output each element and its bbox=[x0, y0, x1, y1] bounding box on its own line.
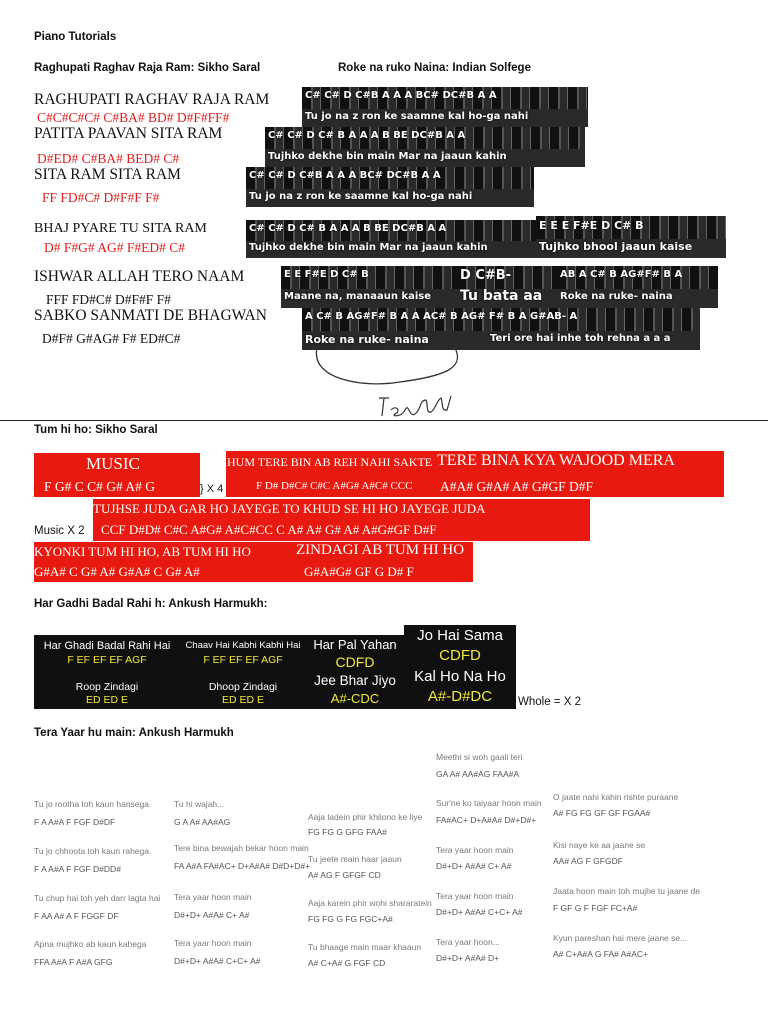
tum-hi-ho-line-2-lyric: TERE BINA KYA WAJOOD MERA bbox=[437, 452, 675, 469]
roke-frame-3-lyric: Tu jo na z ron ke saamne kal ho-ga nahi bbox=[249, 191, 473, 202]
tera-yaar-c2-l1-lyric: Tu hi wajah... bbox=[174, 799, 225, 809]
tera-yaar-c3-l1-lyric: Aaja ladein phir khilono ke liye bbox=[308, 812, 423, 822]
roke-frame-1 bbox=[302, 87, 588, 127]
tum-hi-ho-line-1 bbox=[226, 451, 436, 497]
tera-yaar-c5-l2-lyric: Kisi naye ke aa jaane se bbox=[553, 840, 646, 850]
raghupati-heading: Raghupati Raghav Raja Ram: Sikho Saral bbox=[34, 62, 261, 74]
tera-yaar-c2-l3-lyric: Tera yaar hoon main bbox=[174, 892, 252, 902]
raghupati-lyric-5: ISHWAR ALLAH TERO NAAM bbox=[34, 268, 245, 285]
tera-yaar-c4-l3-lyric: Tera yaar hoon main bbox=[436, 845, 514, 855]
roke-frame-1-notes: C# C# D C#B A A A BC# DC#B A A bbox=[305, 90, 497, 101]
tera-yaar-c5-l1-lyric: O jaate nahi kahin rishte puraane bbox=[553, 792, 679, 802]
tum-hi-ho-line-1-lyric: HUM TERE BIN AB REH NAHI SAKTE bbox=[227, 455, 433, 469]
tera-yaar-c1-l2-notes: F A A#A F FGF D#DD# bbox=[34, 864, 121, 874]
tera-yaar-c1-l1-lyric: Tu jo rootha toh kaun hansega bbox=[34, 799, 149, 809]
roke-frame-8-notes: AB A C# B AG#F# B A bbox=[560, 269, 683, 280]
roke-frame-9-lyric-left: Roke na ruke- naina bbox=[305, 333, 429, 346]
har-gadhi-card-1 bbox=[34, 635, 180, 709]
raghupati-notes-5: FFF FD#C# D#F#F F# bbox=[46, 292, 171, 307]
tera-yaar-c1-l3-lyric: Tu chup hai toh yeh darr lagta hai bbox=[34, 893, 161, 903]
tum-hi-ho-line-4-notes: G#A# C G# A# G#A# C G# A# bbox=[34, 564, 200, 579]
repeat-bracket-icon bbox=[305, 340, 475, 420]
roke-heading: Roke na ruko Naina: Indian Solfege bbox=[338, 62, 531, 74]
roke-frame-4-lyric: Tujhko dekhe bin main Mar na jaaun kahin bbox=[249, 242, 488, 253]
tera-yaar-c4-l4-lyric: Tera yaar hoon main bbox=[436, 891, 514, 901]
raghupati-notes-6: D#F# G#AG# F# ED#C# bbox=[42, 331, 181, 346]
tera-yaar-c3-l3-notes: FG FG G FG FGC+A# bbox=[308, 914, 393, 924]
tum-hi-ho-music-x2: Music X 2 bbox=[34, 525, 85, 537]
tum-hi-ho-line-4 bbox=[34, 542, 296, 582]
har-gadhi-whole-label: Whole = X 2 bbox=[518, 696, 581, 708]
tera-yaar-c5-l3-notes: F GF G F FGF FC+A# bbox=[553, 903, 638, 913]
tum-hi-ho-times-label: } X 4 bbox=[200, 483, 224, 495]
roke-frame-4 bbox=[246, 220, 536, 258]
tera-yaar-c3-l2-notes: A# AG F GFGF CD bbox=[308, 870, 381, 880]
har-gadhi-card-4-sub-notes: A#-D#DC bbox=[427, 688, 493, 705]
roke-frame-5-lyric: Tujhko bhool jaaun kaise bbox=[539, 240, 693, 253]
tum-hi-ho-line-3 bbox=[93, 499, 590, 541]
raghupati-lyric-1: RAGHUPATI RAGHAV RAJA RAM bbox=[34, 91, 270, 108]
tera-yaar-c1-l2-lyric: Tu jo chhoota toh kaun rahega bbox=[34, 846, 149, 856]
har-gadhi-card-4-title: Jo Hai Sama bbox=[417, 627, 503, 644]
tum-hi-ho-line-2-notes: A#A# G#A# A# G#GF D#F bbox=[440, 479, 594, 494]
tera-yaar-c5-l1-notes: A# FG FG GF GF FGAA# bbox=[553, 808, 651, 818]
tera-yaar-c2-l4-notes: D#+D+ A#A# C+C+ A# bbox=[174, 956, 261, 966]
tera-yaar-c3-l1-notes: FG FG G GFG FAA# bbox=[308, 827, 387, 837]
tera-yaar-c3-l4-lyric: Tu bhaage main maar khaaun bbox=[308, 942, 422, 952]
tum-hi-ho-line-5-lyric: ZINDAGI AB TUM HI HO bbox=[296, 542, 465, 558]
har-gadhi-card-1-notes: F EF EF EF AGF bbox=[67, 654, 147, 666]
roke-frame-2-lyric: Tujhko dekhe bin main Mar na jaaun kahin bbox=[268, 151, 507, 162]
tum-hi-ho-line-1-notes: F D# D#C# C#C A#G# A#C# CCC bbox=[256, 480, 413, 492]
har-gadhi-heading: Har Gadhi Badal Rahi h: Ankush Harmukh: bbox=[34, 598, 268, 610]
har-gadhi-card-1-sub-notes: ED ED E bbox=[85, 694, 128, 706]
roke-frame-4-notes: C# C# D C# B A A A B BE DC#B A A bbox=[249, 223, 447, 234]
har-gadhi-card-3-sub-notes: A#-CDC bbox=[330, 691, 380, 706]
har-gadhi-card-3-title: Har Pal Yahan bbox=[313, 637, 397, 652]
tera-yaar-c3-l4-notes: A# C+A# G FGF CD bbox=[308, 958, 386, 968]
tera-yaar-c3-l2-lyric: Tu jeete main haar jaaun bbox=[308, 854, 402, 864]
roke-frame-6 bbox=[281, 266, 457, 308]
roke-frame-8-lyric: Roke na ruke- naina bbox=[560, 291, 673, 302]
tum-hi-ho-music-notes: F G# C C# G# A# G bbox=[44, 479, 156, 494]
tera-yaar-c1-l4-lyric: Apna mujhko ab kaun kahega bbox=[34, 939, 147, 949]
roke-frame-6-lyric: Maane na, manaaun kaise bbox=[284, 291, 432, 302]
tera-yaar-c4-l2-lyric: Sur'ne ko taiyaar hoon main bbox=[436, 798, 542, 808]
har-gadhi-card-2 bbox=[180, 635, 306, 709]
tera-yaar-c5-l3-lyric: Jaata hoon main toh mujhe tu jaane de bbox=[553, 886, 700, 896]
roke-frame-7 bbox=[457, 266, 557, 308]
tera-yaar-c5-l4-notes: A# C+A#A G FA# A#AC+ bbox=[553, 949, 648, 959]
tum-hi-ho-line-3-lyric: TUJHSE JUDA GAR HO JAYEGE TO KHUD SE HI HO JAYEGE JUDA bbox=[93, 501, 486, 516]
har-gadhi-card-3 bbox=[306, 635, 404, 709]
har-gadhi-card-4-sub: Kal Ho Na Ho bbox=[414, 668, 506, 685]
roke-frame-9-lyric-right: Teri ore hai inhe toh rehna a a a bbox=[490, 333, 671, 344]
tera-yaar-c4-l1-notes: GA A# AA#AG FAA#A bbox=[436, 769, 520, 779]
tera-yaar-c2-l3-notes: D#+D+ A#A# C+ A# bbox=[174, 910, 250, 920]
tera-yaar-c5-l4-lyric: Kyun pareshan hai mere jaane se... bbox=[553, 933, 688, 943]
har-gadhi-card-2-notes: F EF EF EF AGF bbox=[203, 654, 283, 666]
tera-yaar-c4-l5-lyric: Tera yaar hoon... bbox=[436, 937, 500, 947]
tera-yaar-c5-l2-notes: AA# AG F GFGDF bbox=[553, 856, 623, 866]
tera-yaar-c4-l2-notes: FA#AC+ D+A#A# D#+D#+ bbox=[436, 815, 537, 825]
har-gadhi-card-2-title: Chaav Hai Kabhi Kabhi Hai bbox=[185, 640, 301, 651]
tum-hi-ho-heading: Tum hi ho: Sikho Saral bbox=[34, 424, 158, 436]
roke-frame-2-notes: C# C# D C# B A A A B BE DC#B A A bbox=[268, 130, 466, 141]
har-gadhi-card-4-notes: CDFD bbox=[439, 647, 481, 664]
roke-frame-9-notes: A C# B AG#F# B A A AC# B AG# F# B A G#AB- A bbox=[305, 311, 578, 322]
roke-frame-7-lyric: Tu bata aa bbox=[460, 288, 543, 304]
har-gadhi-card-2-sub-notes: ED ED E bbox=[221, 694, 264, 706]
tera-yaar-c4-l4-notes: D#+D+ A#A# C+C+ A# bbox=[436, 907, 523, 917]
roke-frame-8 bbox=[557, 266, 718, 308]
har-gadhi-card-2-sub: Dhoop Zindagi bbox=[208, 681, 278, 693]
tera-yaar-c2-l4-lyric: Tera yaar hoon main bbox=[174, 938, 252, 948]
tera-yaar-heading: Tera Yaar hu main: Ankush Harmukh bbox=[34, 727, 234, 739]
tera-yaar-c1-l3-notes: F AA A# A F FGGF DF bbox=[34, 911, 119, 921]
har-gadhi-card-3-notes: CDFD bbox=[335, 654, 375, 670]
roke-frame-5-notes: E E E F#E D C# B bbox=[539, 219, 644, 232]
roke-frame-3-notes: C# C# D C#B A A A BC# DC#B A A bbox=[249, 170, 441, 181]
tera-yaar-c1-l4-notes: FFA A#A F A#A GFG bbox=[34, 957, 113, 967]
har-gadhi-card-1-sub: Roop Zindagi bbox=[75, 681, 139, 693]
tum-hi-ho-line-5-notes: G#A#G# GF G D# F bbox=[304, 564, 414, 579]
raghupati-notes-1: C#C#C#C# C#BA# BD# D#F#FF# bbox=[37, 110, 230, 125]
raghupati-notes-2: D#ED# C#BA# BED# C# bbox=[37, 151, 180, 166]
tum-hi-ho-music-label: MUSIC bbox=[86, 454, 140, 473]
tum-hi-ho-music-box bbox=[34, 453, 200, 497]
roke-frame-1-lyric: Tu jo na z ron ke saamne kal ho-ga nahi bbox=[305, 111, 529, 122]
roke-frame-5 bbox=[536, 216, 726, 258]
roke-frame-2 bbox=[265, 127, 585, 167]
har-gadhi-card-3-sub: Jee Bhar Jiyo bbox=[314, 673, 396, 688]
tum-hi-ho-line-2 bbox=[436, 451, 724, 497]
raghupati-lyric-2: PATITA PAAVAN SITA RAM bbox=[34, 125, 223, 142]
roke-frame-6-notes: E E F#E D C# B bbox=[284, 269, 369, 280]
har-gadhi-card-1-title: Har Ghadi Badal Rahi Hai bbox=[43, 640, 171, 652]
raghupati-notes-3: FF FD#C# D#F#F F# bbox=[42, 190, 160, 205]
raghupati-lyric-6: SABKO SANMATI DE BHAGWAN bbox=[34, 307, 267, 324]
tum-hi-ho-line-5 bbox=[296, 542, 473, 582]
tum-hi-ho-line-4-lyric: KYONKI TUM HI HO, AB TUM HI HO bbox=[34, 544, 251, 559]
roke-frame-3 bbox=[246, 167, 534, 207]
tera-yaar-c2-l1-notes: G A A# AA#AG bbox=[174, 817, 231, 827]
tera-yaar-c2-l2-notes: FA A#A FA#AC+ D+A#A# D#D+D#+ bbox=[174, 861, 311, 871]
raghupati-notes-4: D# F#G# AG# F#ED# C# bbox=[44, 240, 186, 255]
tera-yaar-c4-l5-notes: D#+D+ A#A# D+ bbox=[436, 953, 500, 963]
tera-yaar-c4-l1-lyric: Meethi si woh gaali teri bbox=[436, 752, 523, 762]
tera-yaar-c4-l3-notes: D#+D+ A#A# C+ A# bbox=[436, 861, 512, 871]
tera-yaar-c3-l3-lyric: Aaja karein phir wohi shararatein bbox=[308, 898, 432, 908]
tera-yaar-c2-l2-lyric: Tere bina bewajah bekar hoon main bbox=[174, 843, 309, 853]
raghupati-lyric-4: BHAJ PYARE TU SITA RAM bbox=[34, 221, 207, 236]
section-divider bbox=[0, 420, 768, 421]
tum-hi-ho-line-3-notes: CCF D#D# C#C A#G# A#C#CC C A# A# G# A# A#G#GF D#F bbox=[101, 522, 437, 537]
tera-yaar-c1-l1-notes: F A A#A F FGF D#DF bbox=[34, 817, 116, 827]
har-gadhi-card-4 bbox=[404, 625, 516, 709]
page-title: Piano Tutorials bbox=[34, 31, 117, 43]
roke-frame-7-notes: D C#B- bbox=[460, 268, 512, 283]
raghupati-lyric-3: SITA RAM SITA RAM bbox=[34, 166, 181, 183]
